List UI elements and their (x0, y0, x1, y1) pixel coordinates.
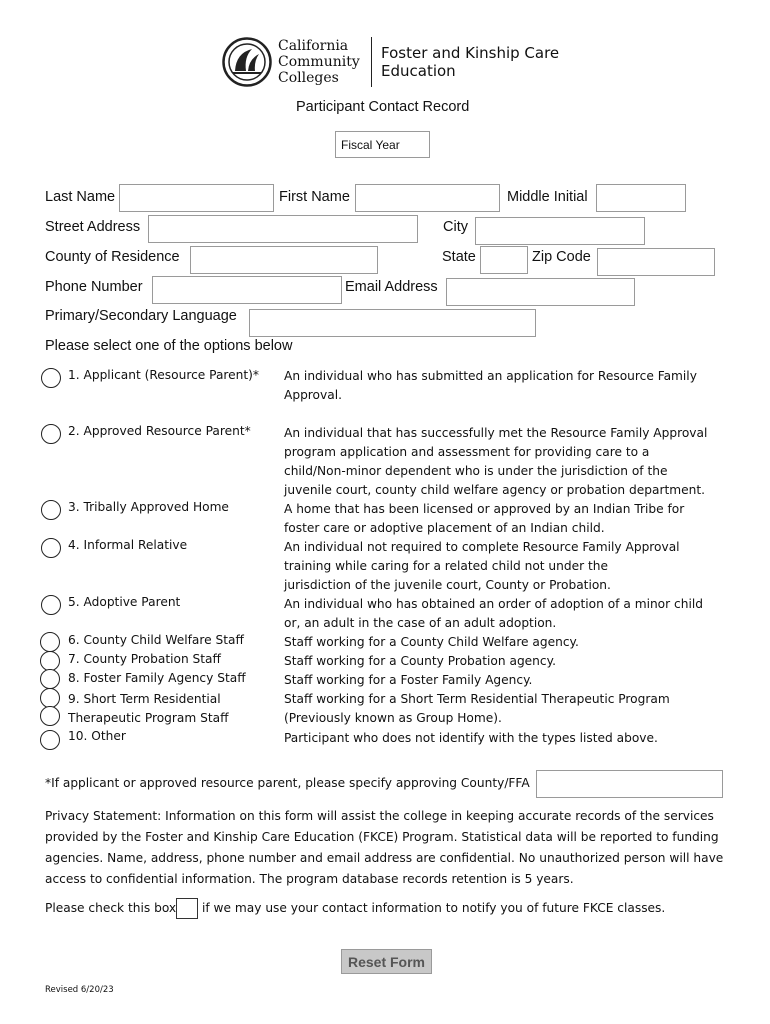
phone-label: Phone Number (45, 279, 143, 295)
option-3-desc (284, 500, 684, 538)
desc-line: Approval. (284, 388, 342, 402)
option-9-label-line-1: 9. Short Term Residential (68, 692, 221, 706)
last-name-field[interactable] (119, 184, 274, 212)
privacy-statement: Privacy Statement: Information on this form will assist the college in keeping accurate records of the services provided by the Foster and Kinship Care Education (FKCE) Program. Statistical data will be reported to funding agencies. Name, address, phone number and email address are confidential. No unauthorized person will have access to confidential information. The program database records retention is 5 years. (45, 809, 724, 886)
desc-line: A home that has been licensed or approved by an Indian Tribe for (284, 502, 685, 516)
option-2-radio[interactable] (41, 424, 61, 444)
option-5-label: 5. Adoptive Parent (68, 595, 181, 609)
option-3-radio[interactable] (41, 500, 61, 520)
first-name-field[interactable] (355, 184, 500, 212)
option-4-radio[interactable] (41, 538, 61, 558)
option-9-label (68, 690, 229, 728)
desc-line: An individual not required to complete Resource Family Approval (284, 540, 680, 554)
option-4-label: 4. Informal Relative (68, 538, 188, 552)
option-6-label: 6. County Child Welfare Staff (68, 633, 244, 647)
zip-label: Zip Code (532, 249, 591, 265)
desc-line: juvenile court, county child welfare agency or probation department. (284, 483, 706, 497)
desc-line: (Previously known as Group Home). (284, 711, 502, 725)
option-6-desc (284, 633, 579, 652)
option-8-desc (284, 671, 532, 690)
city-label: City (443, 219, 468, 235)
desc-line: foster care or adoptive placement of an Indian child. (284, 521, 605, 535)
middle-initial-label: Middle Initial (507, 189, 588, 205)
option-9-radio-2[interactable] (40, 706, 60, 726)
option-9-label-line-2: Therapeutic Program Staff (68, 711, 229, 725)
option-2-desc (284, 424, 707, 500)
first-name-label: First Name (279, 189, 350, 205)
desc-line: An individual who has obtained an order of adoption of a minor child (284, 597, 703, 611)
desc-line: Staff working for a Foster Family Agency. (284, 673, 533, 687)
options-prompt: Please select one of the options below (45, 338, 293, 354)
desc-line: jurisdiction of the juvenile court, County or Probation. (284, 578, 611, 592)
ccc-logo (222, 37, 272, 87)
notify-checkbox[interactable] (176, 898, 198, 919)
option-8-radio[interactable] (40, 669, 60, 689)
checkbox-text-after: if we may use your contact information to notify you of future FKCE classes. (202, 901, 666, 915)
desc-line: An individual who has submitted an application for Resource Family (284, 369, 697, 383)
option-5-radio[interactable] (41, 595, 61, 615)
reset-form-button[interactable]: Reset Form (341, 949, 432, 974)
fiscal-year-value: Fiscal Year (341, 138, 400, 152)
option-1-radio[interactable] (41, 368, 61, 388)
header-divider (371, 37, 372, 87)
city-field[interactable] (475, 217, 645, 245)
language-label: Primary/Secondary Language (45, 308, 237, 324)
desc-line: Staff working for a County Child Welfare agency. (284, 635, 579, 649)
state-field[interactable] (480, 246, 528, 274)
program-line-2: Education (381, 62, 456, 80)
option-4-desc (284, 538, 680, 595)
option-3-label: 3. Tribally Approved Home (68, 500, 229, 514)
option-10-radio[interactable] (40, 730, 60, 750)
phone-field[interactable] (152, 276, 342, 304)
approving-county-label: *If applicant or approved resource parent, please specify approving County/FFA (45, 776, 530, 790)
desc-line: An individual that has successfully met the Resource Family Approval (284, 426, 708, 440)
desc-line: child/Non-minor dependent who is under the jurisdiction of the (284, 464, 668, 478)
option-1-label: 1. Applicant (Resource Parent)* (68, 368, 260, 382)
page-title: Participant Contact Record (296, 99, 470, 115)
zip-field[interactable] (597, 248, 715, 276)
option-7-label: 7. County Probation Staff (68, 652, 221, 666)
org-line-3: Colleges (278, 70, 339, 86)
county-label: County of Residence (45, 249, 180, 265)
option-9-radio[interactable] (40, 688, 60, 708)
desc-line: Participant who does not identify with the types listed above. (284, 731, 658, 745)
option-6-radio[interactable] (40, 632, 60, 652)
desc-line: Staff working for a Short Term Residential Therapeutic Program (284, 692, 670, 706)
email-label: Email Address (345, 279, 438, 295)
option-10-desc (284, 729, 658, 748)
fiscal-year-field[interactable] (335, 131, 430, 158)
desc-line: or, an adult in the case of an adult adoption. (284, 616, 557, 630)
county-field[interactable] (190, 246, 378, 274)
program-name (381, 44, 559, 80)
checkbox-text-before: Please check this box (45, 901, 177, 915)
option-10-label: 10. Other (68, 729, 126, 743)
revised-date: Revised 6/20/23 (45, 985, 114, 995)
ccc-seal-icon (222, 37, 272, 87)
language-field[interactable] (249, 309, 536, 337)
option-2-label: 2. Approved Resource Parent* (68, 424, 251, 438)
desc-line: program application and assessment for providing care to a (284, 445, 650, 459)
option-1-desc (284, 367, 697, 405)
desc-line: Staff working for a County Probation agency. (284, 654, 556, 668)
program-line-1: Foster and Kinship Care (381, 44, 560, 62)
option-9-desc (284, 690, 670, 728)
middle-initial-field[interactable] (596, 184, 686, 212)
street-address-label: Street Address (45, 219, 141, 235)
desc-line: training while caring for a related child not under the (284, 559, 608, 573)
email-field[interactable] (446, 278, 635, 306)
org-line-1: California (278, 38, 349, 54)
option-5-desc (284, 595, 703, 633)
street-address-field[interactable] (148, 215, 418, 243)
last-name-label: Last Name (45, 189, 116, 205)
state-label: State (442, 249, 476, 265)
org-name (278, 38, 360, 86)
option-8-label: 8. Foster Family Agency Staff (68, 671, 246, 685)
approving-county-field[interactable] (536, 770, 723, 798)
org-line-2: Community (278, 54, 360, 70)
option-7-radio[interactable] (40, 651, 60, 671)
option-7-desc (284, 652, 556, 671)
